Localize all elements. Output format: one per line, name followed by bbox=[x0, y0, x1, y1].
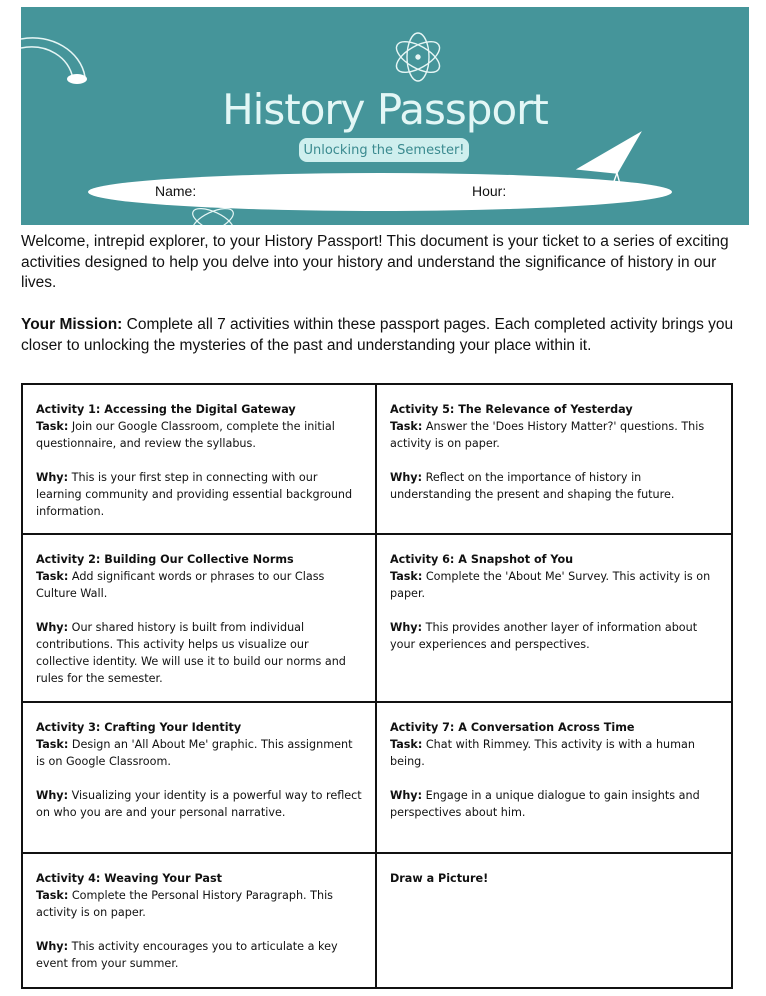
mission-label: Your Mission: bbox=[21, 316, 123, 333]
activity-title: Activity 6: A Snapshot of You bbox=[390, 553, 574, 566]
activities-grid bbox=[21, 383, 733, 989]
activity-title: Activity 3: Crafting Your Identity bbox=[36, 721, 242, 734]
activity-why: Why: Engage in a unique dialogue to gain insights and perspectives about him. bbox=[390, 789, 700, 819]
activity-title: Activity 4: Weaving Your Past bbox=[36, 872, 222, 885]
activity-task: Task: Add significant words or phrases to our Class Culture Wall. bbox=[36, 570, 325, 600]
hour-label: Hour: bbox=[472, 183, 507, 199]
activity-why: Why: Our shared history is built from individual contributions. This activity helps us visualize our collective identity. We will use it to build our norms and rules for the semester. bbox=[36, 621, 346, 685]
activity-title: Activity 2: Building Our Collective Norms bbox=[36, 553, 294, 566]
activity-cell bbox=[23, 703, 377, 854]
activity-title: Activity 1: Accessing the Digital Gateway bbox=[36, 403, 296, 416]
intro-paragraph: Welcome, intrepid explorer, to your History Passport! This document is your ticket to a series of exciting activities designed to help you delve into your history and understand the significance of history in our lives. bbox=[21, 233, 729, 291]
activity-task: Task: Complete the Personal History Paragraph. This activity is on paper. bbox=[36, 889, 334, 919]
activity-why: Why: This activity encourages you to articulate a key event from your summer. bbox=[36, 940, 338, 970]
activity-cell bbox=[23, 535, 377, 703]
activity-title: Activity 5: The Relevance of Yesterday bbox=[390, 403, 633, 416]
activity-why: Why: Visualizing your identity is a powerful way to reflect on who you are and your personal narrative. bbox=[36, 789, 362, 819]
subtitle-pill: Unlocking the Semester! bbox=[299, 138, 469, 162]
mission-paragraph bbox=[21, 315, 749, 356]
activity-task: Task: Design an 'All About Me' graphic. This assignment is on Google Classroom. bbox=[36, 738, 353, 768]
arch-icon bbox=[21, 38, 87, 84]
activity-cell bbox=[377, 535, 731, 703]
activity-task: Task: Complete the 'About Me' Survey. This activity is on paper. bbox=[390, 570, 711, 600]
activity-task: Task: Join our Google Classroom, complete the initial questionnaire, and review the syllabus. bbox=[36, 420, 335, 450]
activity-cell bbox=[377, 703, 731, 854]
atom-icon bbox=[392, 33, 445, 81]
activity-cell bbox=[377, 385, 731, 535]
draw-picture-cell[interactable] bbox=[377, 854, 731, 987]
activity-why: Why: This is your first step in connecting with our learning community and providing essential background information. bbox=[36, 471, 353, 518]
activity-task: Task: Answer the 'Does History Matter?' questions. This activity is on paper. bbox=[390, 420, 705, 450]
activity-why: Why: Reflect on the importance of history in understanding the present and shaping the future. bbox=[390, 471, 675, 501]
activity-task: Task: Chat with Rimmey. This activity is with a human being. bbox=[390, 738, 695, 768]
activity-cell bbox=[23, 854, 377, 987]
header-banner bbox=[21, 7, 749, 225]
activity-title: Activity 7: A Conversation Across Time bbox=[390, 721, 635, 734]
activity-why: Why: This provides another layer of information about your experiences and perspectives. bbox=[390, 621, 698, 651]
mission-text: Complete all 7 activities within these passport pages. Each completed activity brings you closer to unlocking the mysteries of the past and understanding your place within it. bbox=[21, 316, 734, 354]
page-title: History Passport bbox=[222, 85, 548, 134]
activity-cell bbox=[23, 385, 377, 535]
draw-picture-title: Draw a Picture! bbox=[390, 872, 489, 885]
name-label: Name: bbox=[155, 183, 197, 199]
